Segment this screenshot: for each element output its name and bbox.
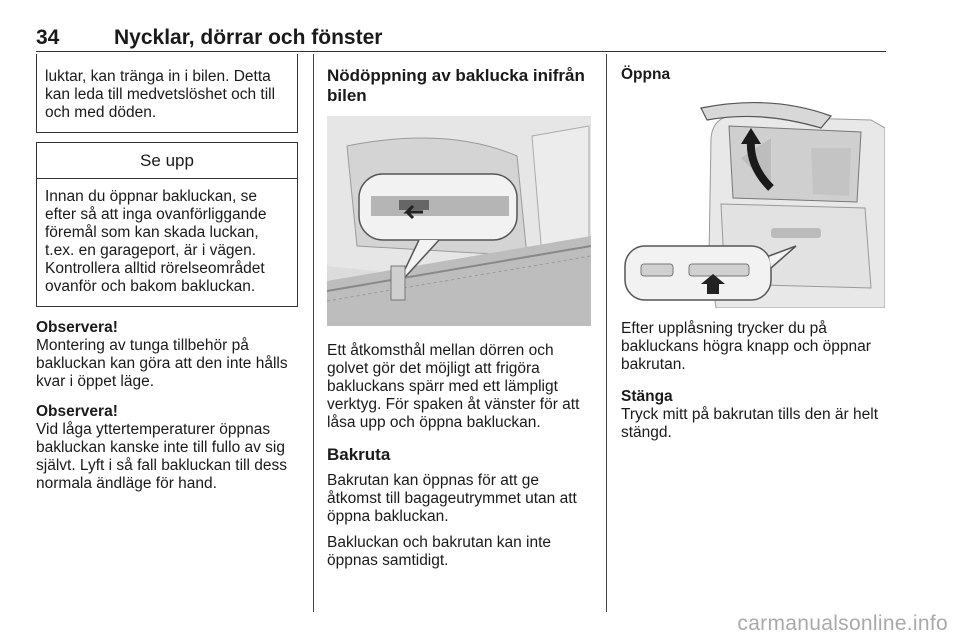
watermark: carmanualsonline.info [737, 612, 948, 635]
note-title-2: Observera! [36, 403, 118, 420]
close-text: Tryck mitt på bakrutan tills den är helt stängd. [621, 406, 878, 441]
column-middle-text [327, 342, 595, 570]
emergency-opening-text: Ett åtkomsthål mellan dörren och golvet gör det möjligt att frigöra bakluckans spärr med ett lämpligt verktyg. För spaken åt vänster för att låsa upp och öppna bakluckan. [327, 342, 580, 431]
column-right-text [621, 320, 889, 442]
rear-window-text-1: Bakrutan kan öppnas för att ge åtkomst till bagageutrymmet utan att öppna bakluckan. [327, 472, 577, 525]
warning-continued-text: luktar, kan tränga in i bilen. Detta kan leda till medvetslöshet och till och med döden. [45, 68, 276, 121]
label-open: Öppna [621, 66, 671, 83]
note-text-2: Vid låga yttertemperaturer öppnas bakluckan kanske inte till fullo av sig självt. Lyft i så fall bakluckan till dess normala ändläge för hand. [36, 421, 287, 492]
warning-box [36, 142, 298, 307]
open-text: Efter upplåsning trycker du på bakluckans högra knapp och öppnar bakrutan. [621, 320, 871, 373]
section-heading-rear-window: Bakruta [327, 445, 391, 464]
page-number: 34 [36, 26, 60, 49]
warning-box-continued [36, 54, 298, 133]
note-title-1: Observera! [36, 319, 118, 336]
column-divider-right [606, 54, 607, 612]
rear-window-text-2: Bakluckan och bakrutan kan inte öppnas samtidigt. [327, 534, 552, 569]
page-header [36, 26, 886, 52]
column-right [621, 66, 889, 84]
warning-title: Se upp [37, 143, 297, 179]
page-title: Nycklar, dörrar och fönster [114, 26, 383, 49]
illustration-rear-window-drawing [621, 98, 885, 308]
illustration-rear-window [621, 98, 885, 308]
illustration-emergency-release-drawing [327, 116, 591, 326]
column-divider-left [313, 54, 314, 612]
column-middle [327, 66, 595, 106]
warning-text: Innan du öppnar bakluckan, se efter så att inga ovanförliggande föremål som kan skada luckan, t.ex. en garageport, är i vägen. Kontrollera alltid rörelseområdet ovanför och bakom bakluckan. [45, 188, 267, 295]
column-left [36, 54, 298, 493]
section-heading-emergency-opening: Nödöppning av baklucka inifrån bilen [327, 66, 585, 105]
note-text-1: Montering av tunga tillbehör på bakluckan kan göra att den inte hålls kvar i öppet läge. [36, 337, 288, 390]
label-close: Stänga [621, 388, 673, 405]
illustration-emergency-release [327, 116, 591, 326]
